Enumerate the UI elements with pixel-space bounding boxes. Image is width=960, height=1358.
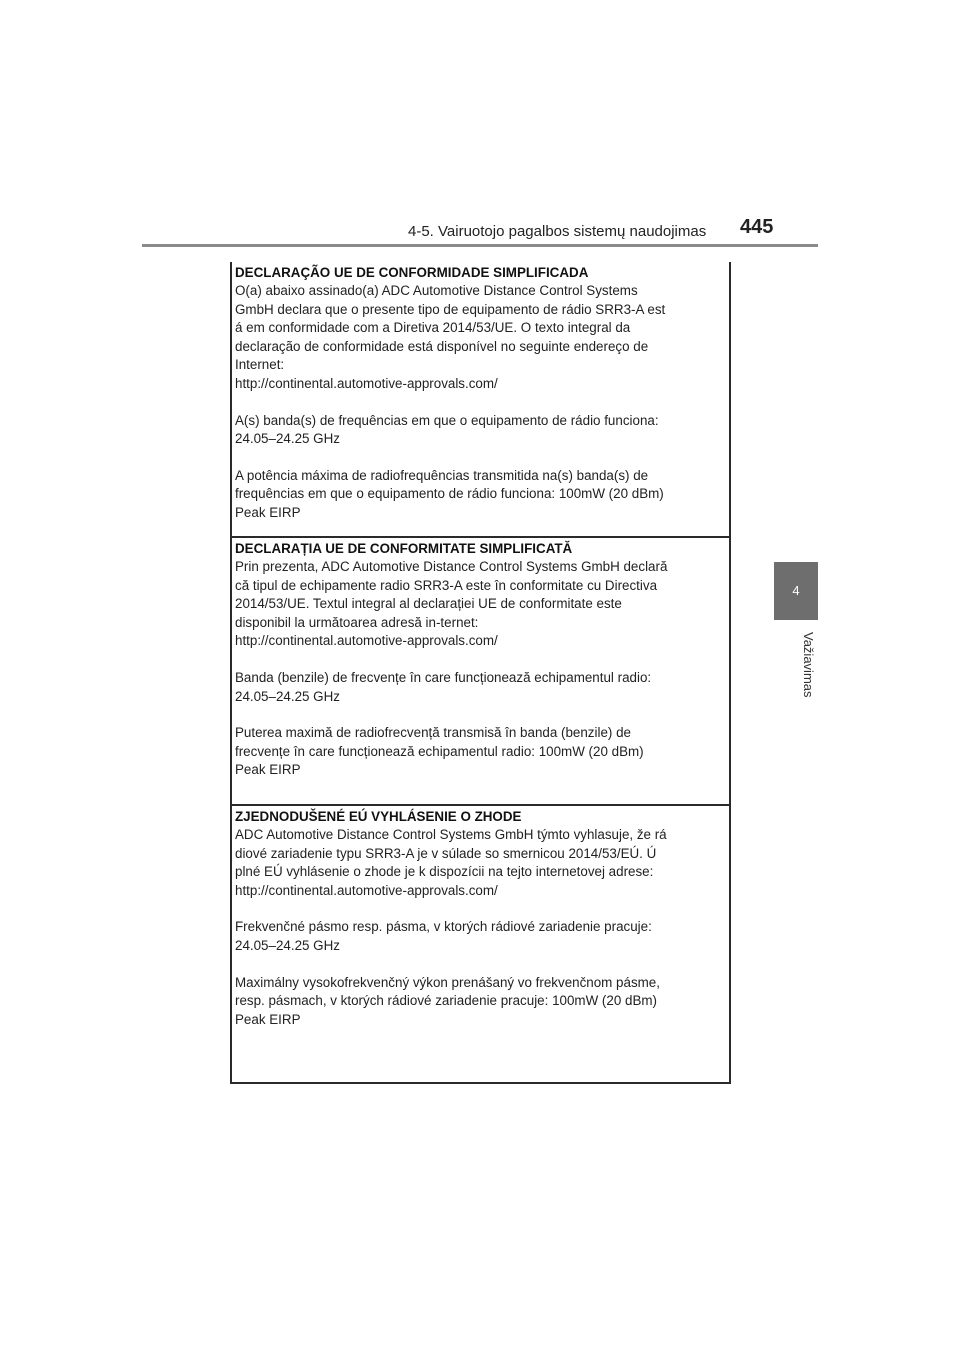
- text-line: că tipul de echipamente radio SRR3-A este în conformitate cu Directiva: [235, 577, 658, 593]
- text-line: resp. pásmach, v ktorých rádiové zariadenie pracuje: 100mW (20 dBm): [235, 993, 657, 1009]
- declaration-title: ZJEDNODUŠENÉ EÚ VYHLÁSENIE O ZHODE: [235, 809, 522, 824]
- text-line: A(s) banda(s) de frequências em que o equipamento de rádio funciona:: [235, 412, 659, 428]
- text-line: frecvențe în care funcționează echipamentul radio: 100mW (20 dBm): [235, 743, 644, 759]
- chapter-tab[interactable]: 4: [774, 562, 818, 620]
- url-line: http://continental.automotive-approvals.com/: [235, 375, 498, 391]
- declaration-paragraph: [235, 826, 726, 900]
- declaration-paragraph: [235, 558, 726, 651]
- page-number: 445: [740, 216, 774, 238]
- declaration-title: DECLARAȚIA UE DE CONFORMITATE SIMPLIFICATĂ: [235, 541, 573, 556]
- text-line: Peak EIRP: [235, 504, 301, 520]
- declaration-box: [230, 262, 731, 1084]
- text-line: 24.05–24.25 GHz: [235, 937, 340, 953]
- frequency-paragraph: [235, 918, 726, 955]
- text-line: Peak EIRP: [235, 1011, 301, 1027]
- declaration-section-pt: [232, 262, 729, 536]
- declaration-section-ro: [232, 536, 729, 804]
- text-line: Prin prezenta, ADC Automotive Distance Control Systems GmbH declară: [235, 559, 668, 574]
- text-line: O(a) abaixo assinado(a) ADC Automotive Distance Control Systems: [235, 283, 638, 298]
- text-line: Frekvenčné pásmo resp. pásma, v ktorých rádiové zariadenie pracuje:: [235, 919, 652, 935]
- text-line: GmbH declara que o presente tipo de equipamento de rádio SRR3-A est: [235, 301, 666, 317]
- text-line: declaração de conformidade está disponível no seguinte endereço de: [235, 338, 649, 354]
- text-line: 24.05–24.25 GHz: [235, 431, 340, 447]
- text-line: disponibil la următoarea adresă in-ternet:: [235, 614, 479, 630]
- text-line: Peak EIRP: [235, 762, 301, 778]
- power-paragraph: [235, 467, 726, 523]
- section-title: 4-5. Vairuotojo pagalbos sistemų naudojimas: [408, 223, 707, 240]
- text-line: A potência máxima de radiofrequências transmitida na(s) banda(s) de: [235, 467, 649, 483]
- text-line: á em conformidade com a Diretiva 2014/53/UE. O texto integral da: [235, 320, 631, 336]
- frequency-paragraph: [235, 669, 726, 706]
- chapter-label: Važiavimas: [801, 632, 816, 698]
- url-line: http://continental.automotive-approvals.com/: [235, 882, 498, 898]
- text-line: frequências em que o equipamento de rádio funciona: 100mW (20 dBm): [235, 486, 664, 502]
- text-line: Puterea maximă de radiofrecvență transmisă în banda (benzile) de: [235, 725, 631, 741]
- declaration-title: DECLARAÇÃO UE DE CONFORMIDADE SIMPLIFICADA: [235, 265, 589, 280]
- declaration-section-sk: [232, 804, 729, 1082]
- header-divider: [142, 244, 818, 247]
- text-line: Internet:: [235, 357, 285, 373]
- power-paragraph: [235, 724, 726, 780]
- text-line: ADC Automotive Distance Control Systems GmbH týmto vyhlasuje, že rá: [235, 827, 667, 842]
- page-header: [142, 0, 818, 248]
- text-line: 2014/53/UE. Textul integral al declarației UE de conformitate este: [235, 596, 622, 612]
- text-line: Maximálny vysokofrekvenčný výkon prenášaný vo frekvenčnom pásme,: [235, 974, 660, 990]
- text-line: Banda (benzile) de frecvențe în care funcționează echipamentul radio:: [235, 669, 652, 685]
- text-line: plné EÚ vyhlásenie o zhode je k dispozícii na tejto internetovej adrese:: [235, 864, 654, 880]
- text-line: 24.05–24.25 GHz: [235, 688, 340, 704]
- text-line: diové zariadenie typu SRR3-A je v súlade so smernicou 2014/53/EÚ. Ú: [235, 845, 657, 861]
- power-paragraph: [235, 974, 726, 1030]
- declaration-paragraph: [235, 282, 726, 394]
- url-line: http://continental.automotive-approvals.com/: [235, 633, 498, 649]
- frequency-paragraph: [235, 412, 726, 449]
- box-bottom-border: [232, 1082, 729, 1084]
